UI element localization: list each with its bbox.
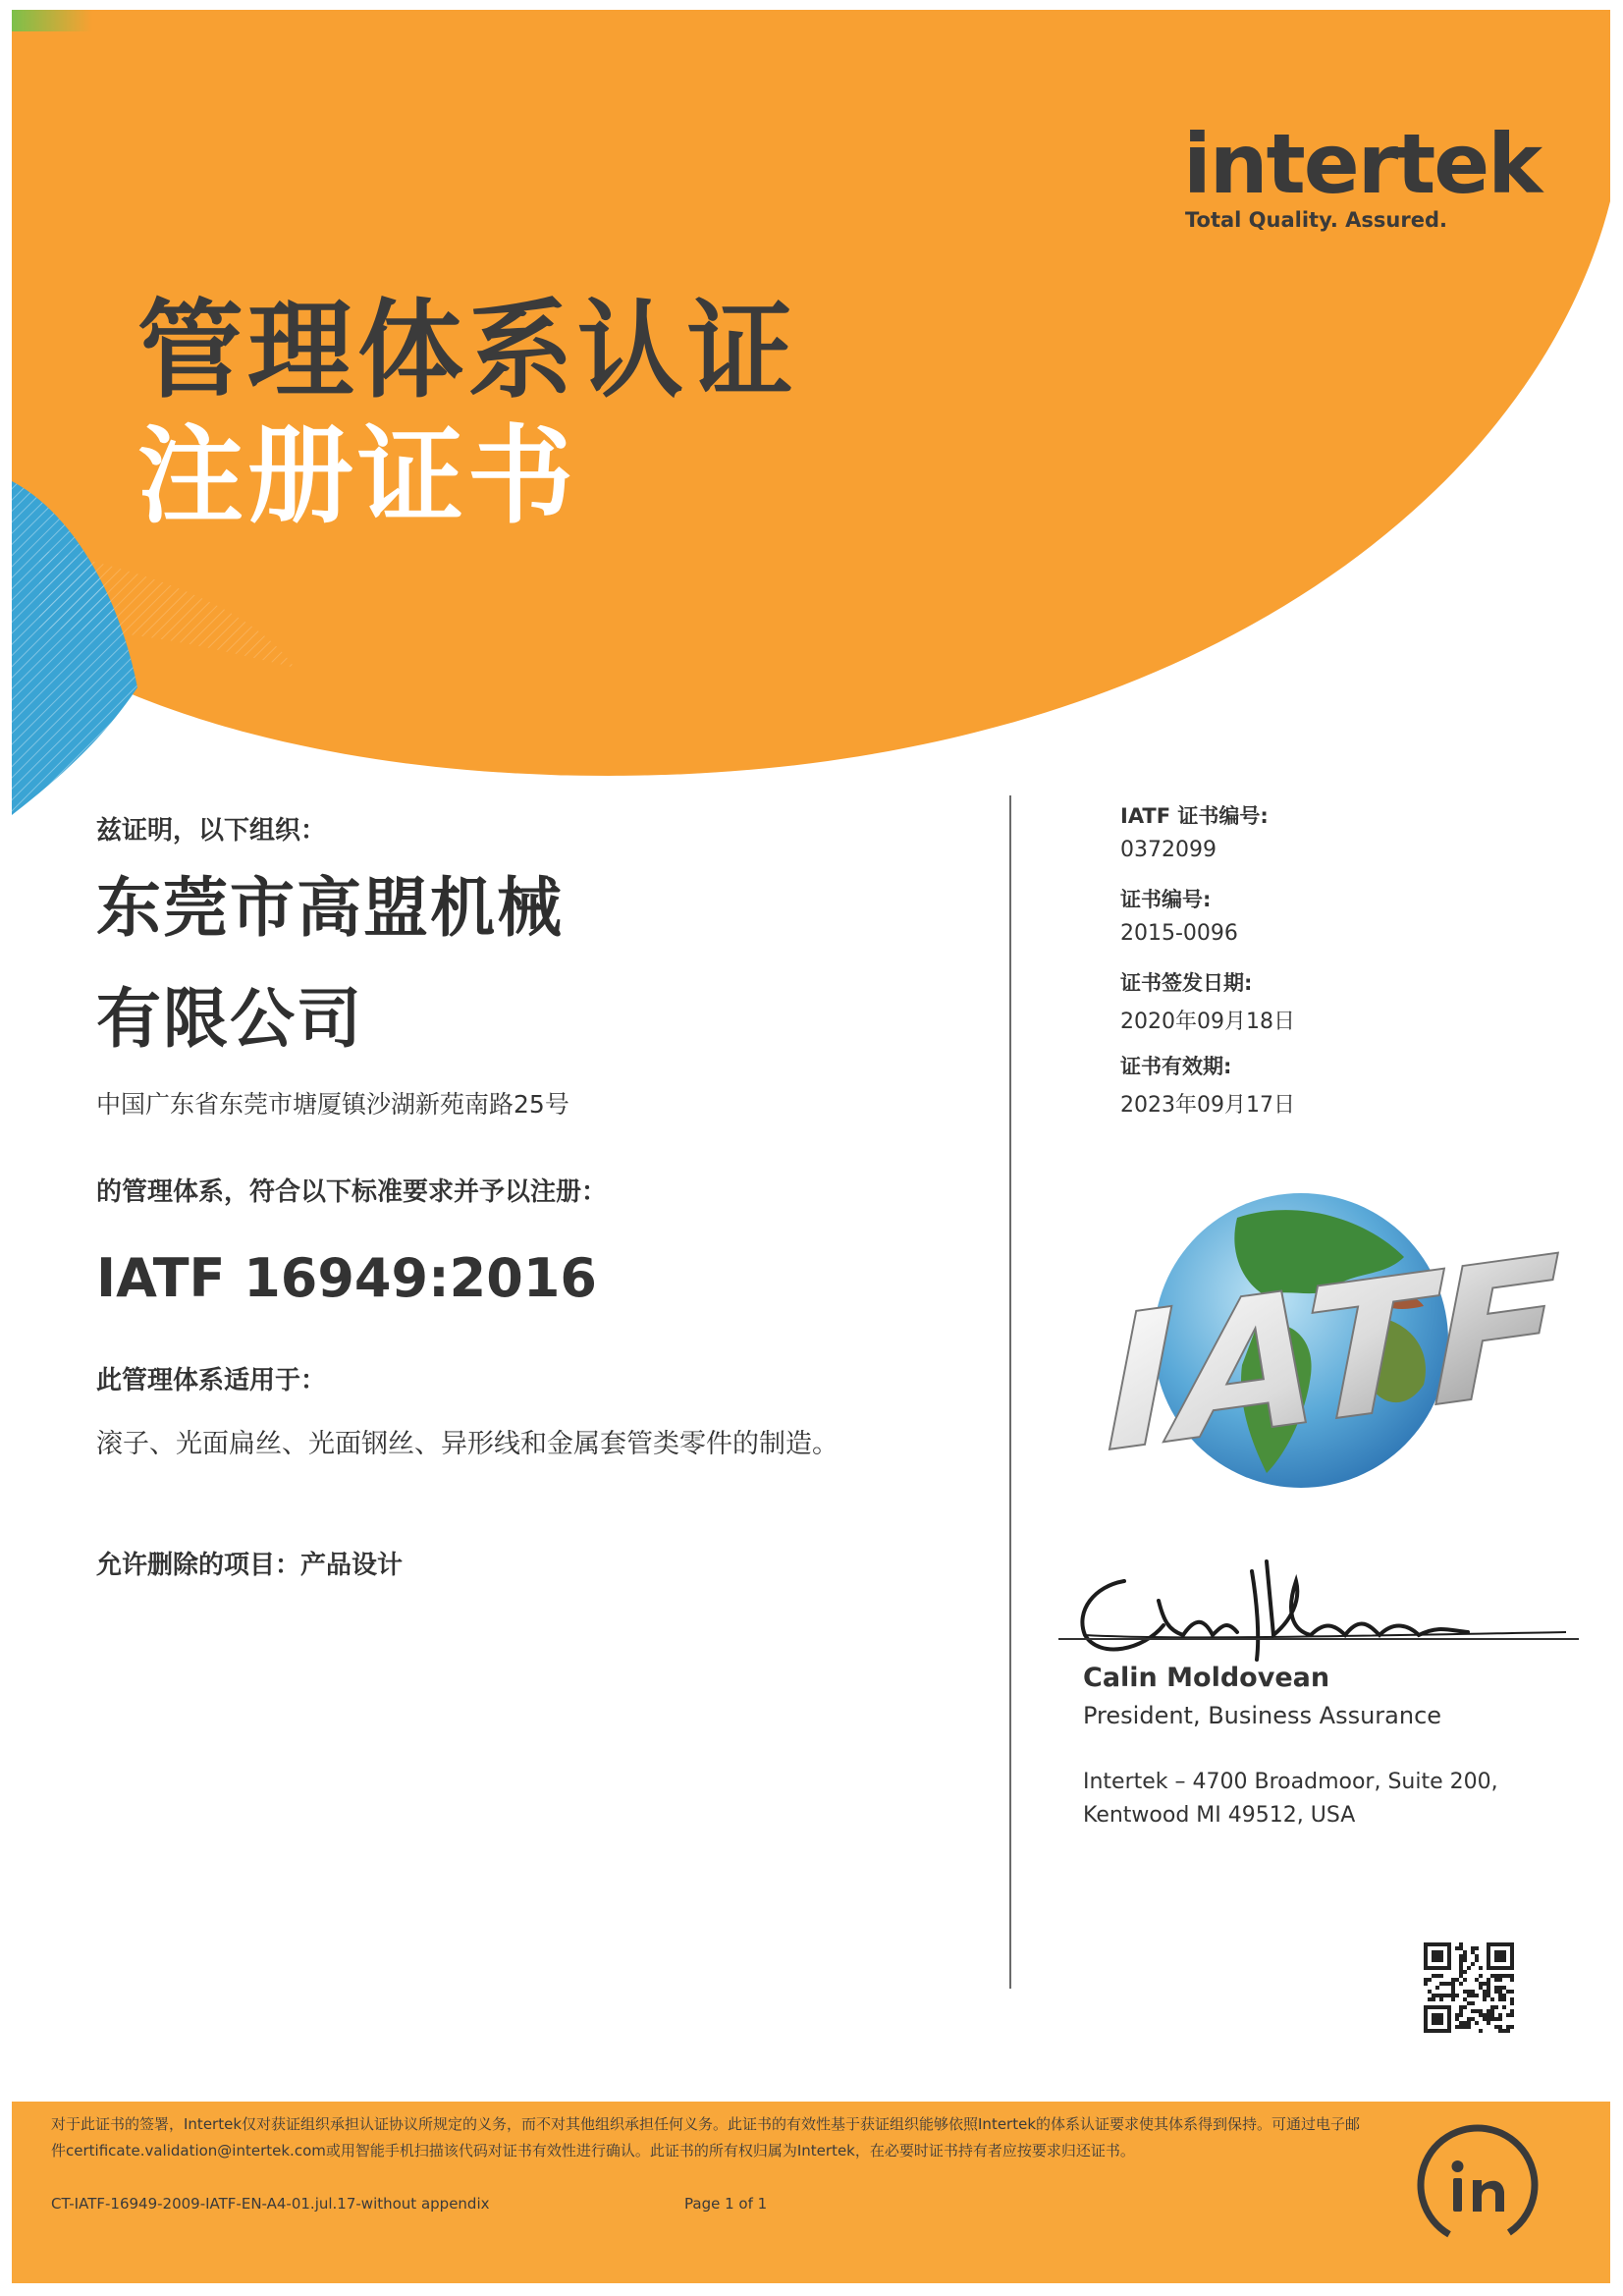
cert-number-label: 证书编号: xyxy=(1120,888,1212,911)
iatf-number-value: 0372099 xyxy=(1120,838,1217,862)
signatory-title: President, Business Assurance xyxy=(1083,1702,1442,1729)
expiry-date-label: 证书有效期: xyxy=(1120,1055,1232,1078)
iatf-logo-text: IATF xyxy=(1105,1217,1561,1495)
scope-label: 此管理体系适用于： xyxy=(96,1366,327,1395)
footer-disclaimer: 对于此证书的签署，Intertek仅对获证组织承担认证协议所规定的义务，而不对其他组织承担任何义务。此证书的有效性基于获证组织能够依照Intertek的体系认证要求使其体系得到保持。可通过电子邮件certificate.validation@intertek.com或用智能手机扫描该代码对证书有效性进行确认。此证书的所有权归属为Intertek，在必要时证书持有者应按要求归还证书。 xyxy=(51,2115,1361,2159)
company-name-line1: 东莞市高盟机械 xyxy=(96,870,564,946)
qr-code-icon[interactable] xyxy=(1424,1942,1514,2033)
iatf-number-label: IATF 证书编号: xyxy=(1120,804,1269,828)
column-divider xyxy=(1009,795,1011,1989)
office-address-line2: Kentwood MI 49512, USA xyxy=(1083,1803,1356,1828)
certificate-title: 管理体系认证 xyxy=(137,290,798,412)
iatf-globe-logo xyxy=(1090,1178,1561,1503)
footer-form-code: CT-IATF-16949-2009-IATF-EN-A4-01.jul.17-without appendix xyxy=(51,2195,490,2213)
issue-date-label: 证书签发日期: xyxy=(1120,971,1253,995)
intertek-tagline: Total Quality. Assured. xyxy=(1185,208,1447,232)
intertek-logo: intertek xyxy=(1183,116,1542,212)
intertek-in-badge-icon xyxy=(1404,2111,1551,2259)
expiry-date-value: 2023年09月17日 xyxy=(1120,1093,1295,1118)
signature-image xyxy=(1055,1542,1586,1669)
signature-line xyxy=(1058,1638,1579,1640)
company-address: 中国广东省东莞市塘厦镇沙湖新苑南路25号 xyxy=(96,1090,569,1119)
office-address-line1: Intertek – 4700 Broadmoor, Suite 200, xyxy=(1083,1770,1498,1794)
cert-number-value: 2015-0096 xyxy=(1120,921,1238,946)
signatory-name: Calin Moldovean xyxy=(1083,1663,1330,1693)
certify-label: 兹证明，以下组织： xyxy=(96,816,327,846)
exclusion-text: 允许删除的项目：产品设计 xyxy=(96,1551,404,1580)
scope-text: 滚子、光面扁丝、光面钢丝、异形线和金属套管类零件的制造。 xyxy=(96,1429,839,1459)
issue-date-value: 2020年09月18日 xyxy=(1120,1010,1295,1034)
company-name-line2: 有限公司 xyxy=(96,981,363,1057)
standard-label: 的管理体系，符合以下标准要求并予以注册： xyxy=(96,1177,608,1207)
certificate-subtitle: 注册证书 xyxy=(137,415,578,538)
footer-page-number: Page 1 of 1 xyxy=(684,2195,768,2213)
standard-name: IATF 16949:2016 xyxy=(96,1247,597,1309)
office-address xyxy=(1083,1766,1498,1832)
